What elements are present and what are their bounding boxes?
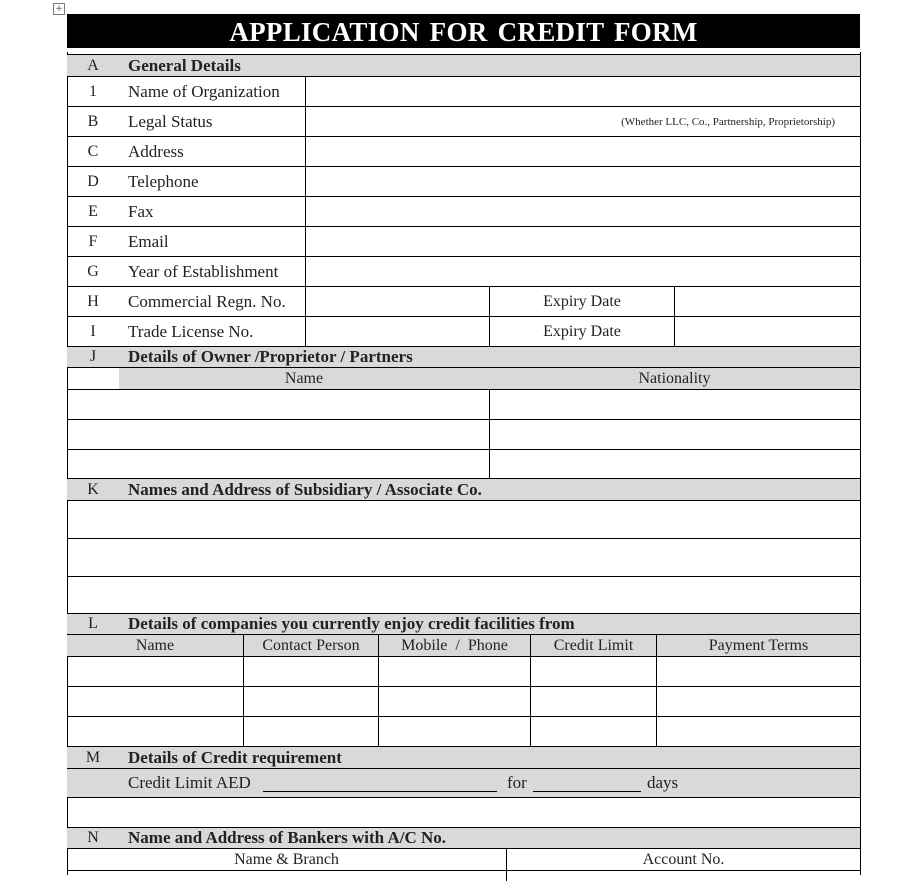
row-legal-status xyxy=(67,107,860,137)
col-contact-person: Contact Person xyxy=(243,635,378,656)
form-title: APPLICATION FOR CREDIT FORM xyxy=(67,14,860,48)
row-letter: 1 xyxy=(89,82,97,100)
row-telephone xyxy=(67,167,860,197)
row-letter: D xyxy=(87,172,99,190)
owner-nationality-field[interactable] xyxy=(489,450,860,478)
row-label: Legal Status xyxy=(128,111,213,131)
owner-name-column-header: Name xyxy=(119,368,489,389)
table-move-handle-icon[interactable]: + xyxy=(53,3,65,15)
expiry-date-label: Expiry Date xyxy=(489,287,674,316)
facility-name-field[interactable] xyxy=(67,687,243,716)
row-email xyxy=(67,227,860,257)
section-m-header xyxy=(67,747,860,769)
row-label: Email xyxy=(128,231,169,251)
section-n-heading: Name and Address of Bankers with A/C No. xyxy=(128,828,447,847)
credit-facilities-column-header xyxy=(67,635,860,657)
banker-row xyxy=(67,871,860,881)
row-commercial-regn xyxy=(67,287,860,317)
section-j-heading: Details of Owner /Proprietor / Partners xyxy=(128,347,413,366)
row-letter: F xyxy=(88,232,98,250)
credit-facility-row xyxy=(67,717,860,747)
row-address xyxy=(67,137,860,167)
commercial-regn-expiry-field[interactable] xyxy=(674,287,860,316)
facility-credit-limit-field[interactable] xyxy=(530,717,656,746)
col-credit-limit: Credit Limit xyxy=(530,635,656,656)
owner-row xyxy=(67,390,860,420)
owner-row xyxy=(67,450,860,479)
commercial-regn-field[interactable] xyxy=(305,287,489,316)
trade-license-field[interactable] xyxy=(305,317,489,346)
credit-facility-row xyxy=(67,657,860,687)
facility-phone-field[interactable] xyxy=(378,657,530,686)
facility-credit-limit-field[interactable] xyxy=(530,657,656,686)
facility-contact-field[interactable] xyxy=(243,717,378,746)
section-n-letter: N xyxy=(87,829,99,846)
facility-credit-limit-field[interactable] xyxy=(530,687,656,716)
credit-days-field[interactable] xyxy=(533,791,641,792)
row-label: Address xyxy=(128,141,184,161)
owner-nationality-field[interactable] xyxy=(489,390,860,419)
section-n-header xyxy=(67,828,860,849)
bankers-column-header xyxy=(67,849,860,871)
owner-name-field[interactable] xyxy=(67,450,489,478)
section-l-letter: L xyxy=(88,615,98,632)
owner-column-header xyxy=(67,368,860,390)
credit-requirement-row xyxy=(67,769,860,798)
fax-field[interactable] xyxy=(305,197,860,226)
facility-contact-field[interactable] xyxy=(243,657,378,686)
section-l-header xyxy=(67,614,860,635)
facility-name-field[interactable] xyxy=(67,657,243,686)
row-fax xyxy=(67,197,860,227)
col-mobile-phone: Mobile / Phone xyxy=(378,635,530,656)
subsidiary-row[interactable] xyxy=(67,577,860,614)
facility-phone-field[interactable] xyxy=(378,687,530,716)
row-year-of-establishment xyxy=(67,257,860,287)
row-letter: E xyxy=(88,202,98,220)
credit-limit-aed-label: Credit Limit AED xyxy=(128,773,251,792)
section-m-heading: Details of Credit requirement xyxy=(128,747,342,767)
subsidiary-row[interactable] xyxy=(67,501,860,539)
account-no-column-header: Account No. xyxy=(506,849,860,870)
row-label: Commercial Regn. No. xyxy=(128,291,286,311)
section-m-letter: M xyxy=(85,748,101,766)
owner-name-field[interactable] xyxy=(67,390,489,419)
banker-account-field[interactable] xyxy=(506,871,860,881)
credit-limit-amount-field[interactable] xyxy=(263,791,497,792)
row-trade-license xyxy=(67,317,860,347)
section-a-header xyxy=(67,54,860,77)
year-of-establishment-field[interactable] xyxy=(305,257,860,286)
address-field[interactable] xyxy=(305,137,860,166)
section-j-header xyxy=(67,347,860,368)
credit-facility-row xyxy=(67,687,860,717)
row-letter: B xyxy=(87,112,99,130)
row-letter: C xyxy=(87,142,99,160)
row-label: Year of Establishment xyxy=(128,261,279,281)
section-k-letter: K xyxy=(87,480,99,498)
facility-name-field[interactable] xyxy=(67,717,243,746)
col-payment-terms: Payment Terms xyxy=(656,635,860,656)
trade-license-expiry-field[interactable] xyxy=(674,317,860,346)
section-l-heading: Details of companies you currently enjoy credit facilities from xyxy=(128,614,575,633)
organization-name-field[interactable] xyxy=(305,77,860,106)
row-letter: H xyxy=(87,292,99,310)
row-letter: G xyxy=(87,262,99,280)
facility-contact-field[interactable] xyxy=(243,687,378,716)
row-label: Trade License No. xyxy=(128,321,254,341)
row-label: Fax xyxy=(128,201,154,221)
row-name-of-organization xyxy=(67,77,860,107)
owner-nationality-field[interactable] xyxy=(489,420,860,449)
credit-requirement-blank-row[interactable] xyxy=(67,798,860,828)
expiry-date-label: Expiry Date xyxy=(489,317,674,346)
row-letter: I xyxy=(90,322,96,340)
days-label: days xyxy=(647,773,679,792)
section-j-letter: J xyxy=(89,348,97,365)
section-a-letter: A xyxy=(87,56,99,74)
legal-status-field[interactable] xyxy=(305,107,860,136)
owner-name-field[interactable] xyxy=(67,420,489,449)
banker-name-field[interactable] xyxy=(67,871,506,881)
row-label: Name of Organization xyxy=(128,81,280,101)
owner-nationality-column-header: Nationality xyxy=(489,368,860,389)
for-label: for xyxy=(507,773,527,792)
facility-phone-field[interactable] xyxy=(378,717,530,746)
name-branch-column-header: Name & Branch xyxy=(234,850,339,868)
section-k-heading: Names and Address of Subsidiary / Associate Co. xyxy=(128,479,482,499)
subsidiary-row[interactable] xyxy=(67,539,860,577)
facility-payment-terms-field[interactable] xyxy=(656,657,860,686)
email-field[interactable] xyxy=(305,227,860,256)
legal-status-note: (Whether LLC, Co., Partnership, Proprietorship) xyxy=(621,115,835,128)
col-name: Name xyxy=(135,636,175,654)
facility-payment-terms-field[interactable] xyxy=(656,717,860,746)
section-a-heading: General Details xyxy=(128,55,241,75)
telephone-field[interactable] xyxy=(305,167,860,196)
owner-row xyxy=(67,420,860,450)
facility-payment-terms-field[interactable] xyxy=(656,687,860,716)
section-k-header xyxy=(67,479,860,501)
row-label: Telephone xyxy=(128,171,199,191)
